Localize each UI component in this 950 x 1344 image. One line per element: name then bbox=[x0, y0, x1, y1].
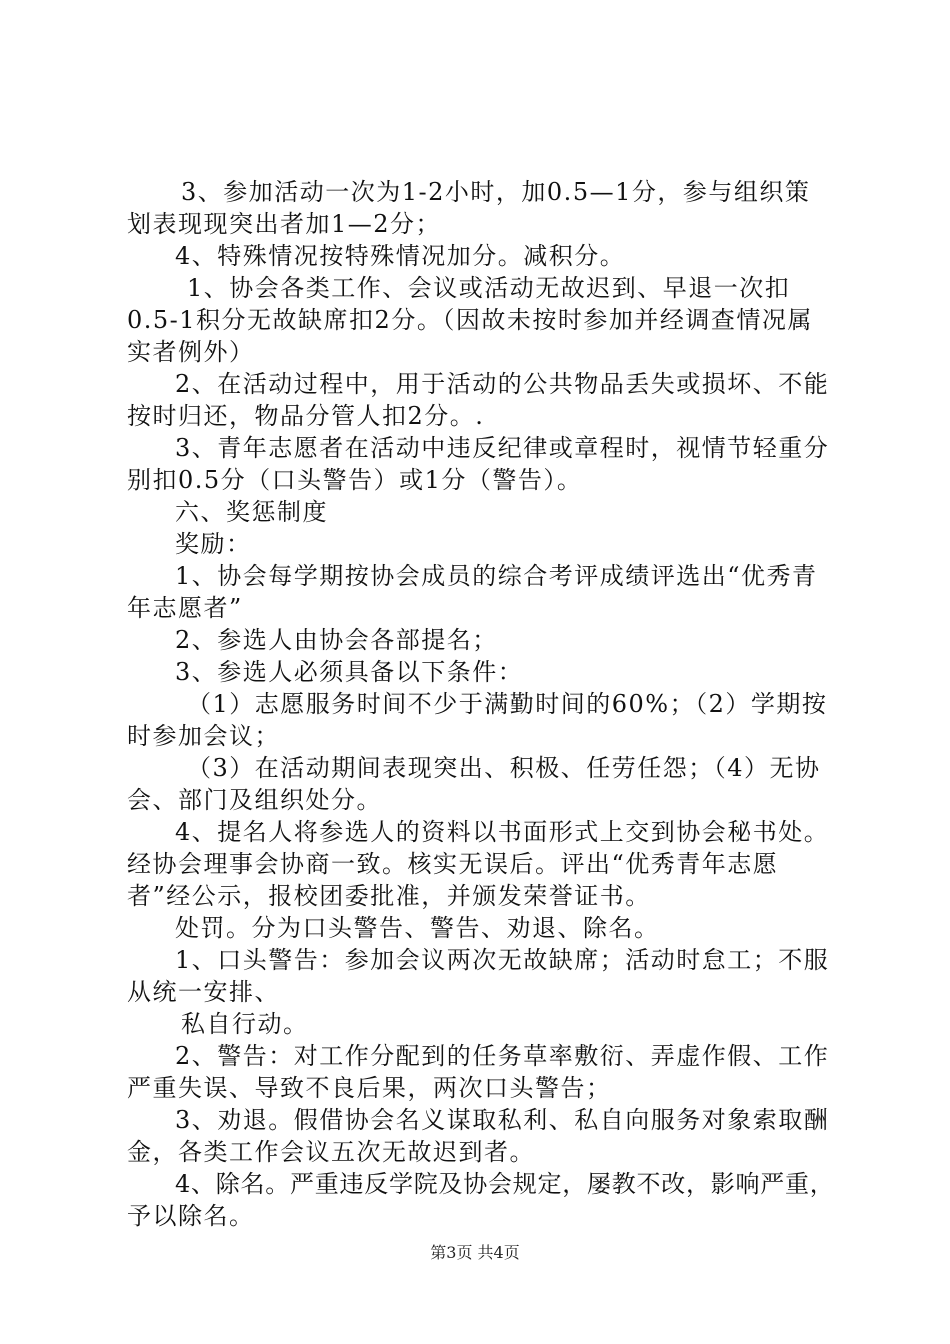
text-line: 予以除名。 bbox=[127, 1202, 255, 1230]
text-line: 2、警告：对工作分配到的任务草率敷衍、弄虚作假、工作 bbox=[175, 1042, 830, 1070]
text-line: 严重失误、导致不良后果，两次口头警告； bbox=[127, 1074, 612, 1102]
text-line: 1、协会每学期按协会成员的综合考评成绩评选出“优秀青 bbox=[175, 562, 818, 590]
subsection-heading: 处罚。分为口头警告、警告、劝退、除名。 bbox=[175, 914, 660, 942]
section-heading: 六、奖惩制度 bbox=[175, 498, 328, 526]
subsection-heading: 奖励： bbox=[175, 530, 252, 558]
text-line: 3、参加活动一次为1-2小时，加0.5—1分，参与组织策 bbox=[181, 178, 811, 206]
text-line: 4、提名人将参选人的资料以书面形式上交到协会秘书处。 bbox=[175, 818, 830, 846]
text-line: 从统一安排、 bbox=[127, 978, 280, 1006]
text-line: 经协会理事会协商一致。核实无误后。评出“优秀青年志愿 bbox=[127, 850, 779, 878]
text-line: 会、部门及组织处分。 bbox=[127, 786, 382, 814]
text-line: 私自行动。 bbox=[181, 1010, 309, 1038]
text-line: 1、口头警告：参加会议两次无故缺席；活动时怠工；不服 bbox=[175, 946, 830, 974]
text-line: （3）在活动期间表现突出、积极、任劳任怨；（4）无协 bbox=[187, 754, 821, 782]
text-line: 2、参选人由协会各部提名； bbox=[175, 626, 498, 654]
text-line: （1）志愿服务时间不少于满勤时间的60%；（2）学期按 bbox=[187, 690, 828, 718]
text-line: 金，各类工作会议五次无故迟到者。 bbox=[127, 1138, 535, 1166]
text-line: 2、在活动过程中，用于活动的公共物品丢失或损坏、不能 bbox=[175, 370, 830, 398]
text-line: 别扣0.5分（口头警告）或1分（警告）。 bbox=[127, 466, 583, 494]
text-line: 3、青年志愿者在活动中违反纪律或章程时，视情节轻重分 bbox=[175, 434, 830, 462]
text-line: 者”经公示，报校团委批准，并颁发荣誉证书。 bbox=[127, 882, 651, 910]
text-line: 实者例外） bbox=[127, 338, 255, 366]
page-number-footer: 第3页 共4页 bbox=[430, 1243, 520, 1262]
text-line: 3、参选人必须具备以下条件： bbox=[175, 658, 524, 686]
text-line: 划表现现突出者加1—2分； bbox=[127, 210, 442, 238]
text-line: 时参加会议； bbox=[127, 722, 280, 750]
text-line: 4、特殊情况按特殊情况加分。减积分。 bbox=[175, 242, 626, 270]
text-line: 0.5-1积分无故缺席扣2分。（因故未按时参加并经调查情况属 bbox=[127, 306, 813, 334]
text-line: 年志愿者” bbox=[127, 594, 243, 622]
text-line: 3、劝退。假借协会名义谋取私利、私自向服务对象索取酬 bbox=[175, 1106, 830, 1134]
text-line: 1、协会各类工作、会议或活动无故迟到、早退一次扣 bbox=[187, 274, 791, 302]
text-line: 按时归还，物品分管人扣2分。. bbox=[127, 402, 485, 430]
text-line: 4、除名。严重违反学院及协会规定，屡教不改，影响严重， bbox=[175, 1170, 835, 1198]
